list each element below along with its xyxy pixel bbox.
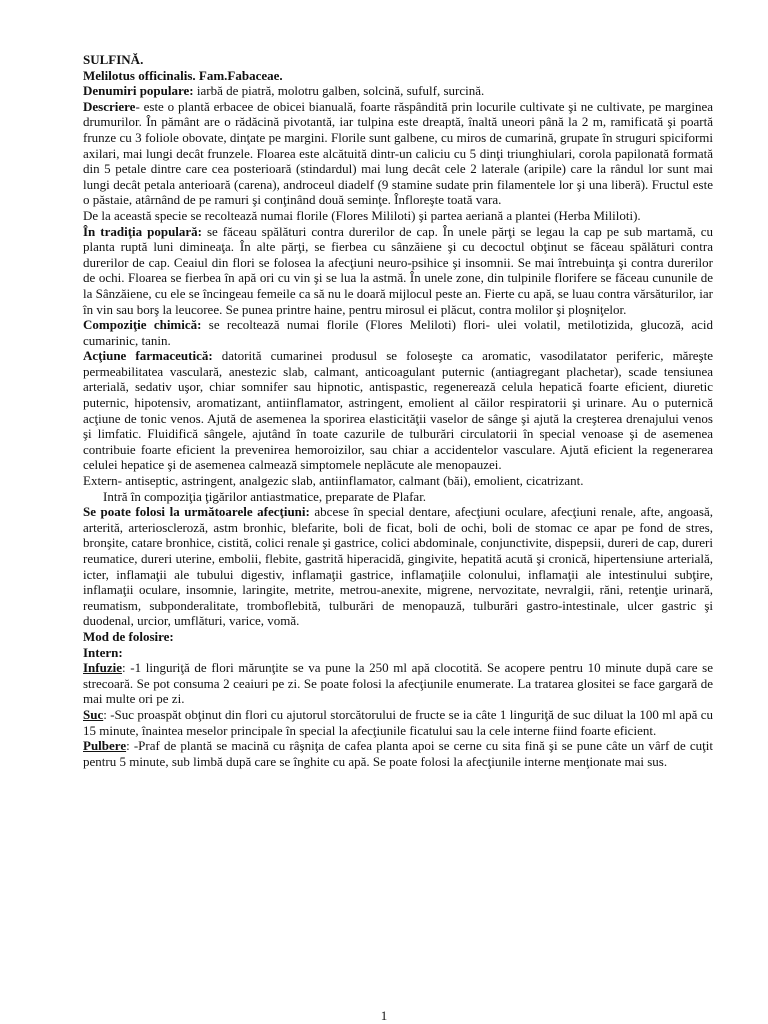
usage-heading: Mod de folosire: bbox=[83, 628, 174, 644]
infusion-paragraph bbox=[83, 660, 713, 707]
internal-heading: Intern: bbox=[83, 644, 123, 660]
infusion-text: : -1 linguriţă de flori mărunţite se va pune la 250 ml apă clocotită. Se acopere pentru 10 minute după care se strecoară. Se pot consuma 2 ceaiuri pe zi. Se poate folosi la afecţiunile enumerate. La tratarea glositei se face gargară de mai multe ori pe zi. bbox=[83, 660, 713, 707]
juice-label: Suc bbox=[83, 706, 104, 722]
powder-paragraph bbox=[83, 738, 713, 769]
uses-paragraph bbox=[83, 504, 713, 629]
powder-label: Pulbere bbox=[83, 738, 127, 754]
chemical-paragraph bbox=[83, 317, 713, 348]
document-body bbox=[83, 52, 713, 769]
pharma-paragraph bbox=[83, 348, 713, 473]
harvest-paragraph: De la această specie se recoltează numai florile (Flores Mililoti) şi partea aeriană a plantei (Herba Mililoti). bbox=[83, 207, 641, 223]
description-text: - este o plantă erbacee de obicei bianuală, foarte răspândită prin locurile cultivate şi ne cultivate, pe marginea drumurilor. În pământ are o rădăcină pivotantă, iar tulpina este dreaptă, înaltă uneori până la 2 m, ramificată şi poartă frunze cu 3 foliole obovate, dinţate pe margini. Florile sunt galbene, cu miros de cumarină, grupate în struguri spiciformi axilari, mai lungi decât frunzele. Floarea este alcătuită dintr-un caliciu cu 5 dinţi triunghiulari, corola papilonată formată din 5 petale dintre care cea posterioară (stindardul) mai lung decât cele 2 laterale (aripile) care la rândul lor sunt mai lungi decât petala anterioară (carena), androceul diadelf (9 stamine sudate prin filamentele lor şi una liberă). Fructul este o păstaie, atârnând de pe ramuri şi conţinând două seminţe. Înfloreşte toată vara. bbox=[83, 98, 713, 208]
description-paragraph bbox=[83, 99, 713, 208]
chemical-text: se recoltează numai florile (Flores Meliloti) flori- ulei volatil, metilotizida, glucoză, acid cumarinic, tanin. bbox=[83, 317, 713, 348]
powder-text: : -Praf de plantă se macină cu râşniţa de cafea planta apoi se cerne cu sita fină şi se pune câte un vârf de cuţit pentru 5 minute, sub limbă după care se înghite cu apă. Se poate folosi la afecţiunile interne menţionate mai sus. bbox=[83, 738, 713, 769]
document-subtitle: Melilotus officinalis. Fam.Fabaceae. bbox=[83, 67, 283, 83]
popular-names-text: iarbă de piatră, molotru galben, solcină, sufulf, surcină. bbox=[193, 83, 485, 99]
tradition-text: se făceau spălături contra durerilor de cap. În unele părţi se legau la cap pe sub martamă, cu planta ruptă luni dimineaţa. În alte părţi, se fierbea cu sânzăiene şi cu decoctul obţinut se făceau spălături contra durerilor de cap. Ceaiul din flori se folosea la afecţiuni neuro-psihice şi insomnii. Se mai întrebuinţa şi contra durerilor de ochi. Floarea se fierbea în apă ori cu vin şi se lua la astmă. În unele zone, din tulpinile florifere se făceau cununile de la Sânzăiene, cu ele se încingeau femeile ca să nu le doară mijlocul peste an. Fierte cu apă, se luau contra vărsăturilor, iar în vin sau borş la leucoree. Se punea printre haine, pentru mirosul ei plăcut, contra molilor şi ploşniţelor. bbox=[83, 223, 713, 317]
uses-text: abcese în special dentare, afecţiuni oculare, afecţiuni renale, afte, angoasă, arterită, arterioscleroză, astm bronhic, blefarite, boli de ficat, boli de ochi, boli de stomac ce apar pe fond de stres, bronşite, catare bronhice, cistită, colici renale şi gastrice, colici abdominale, conjunctivite, dispepsii, dureri de cap, dureri reumatice, dureri uterine, embolii, flebite, gastrită hiperacidă, gingivite, hepatită acută şi cronică, hipertensiune arterială, icter, inflamaţii ale tubului digestiv, inflamaţii gastrice, inflamaţiile colonului, inflamaţii ale intestinului subţire, inflamaţii oculare, insomnie, laringite, metrite, metrou-anexite, migrene, nervozitate, nevralgii, răni, retenţie urinară, reumatism, subponderalitate, tromboflebită, tulburări de menopauză, tulburări gastro-intestinale, ulcer gastric şi duodenal, urcior, umflături, varice, vomă. bbox=[83, 504, 713, 629]
page-number: 1 bbox=[380, 1008, 388, 1023]
tradition-paragraph bbox=[83, 224, 713, 318]
infusion-label: Infuzie bbox=[83, 660, 122, 676]
pharma-text: datorită cumarinei produsul se foloseşte ca aromatic, vasodilatator periferic, măreşte permeabilitatea vasculară, anestezic slab, calmant, anticoagulant puternic (antiagregant plachetar), scade tensiunea arterială, sedativ uşor, chiar somnifer sau hipnotic, antispastic, regenerează celula hepatică foarte eficient, diuretic puternic, hipotensiv, aromatizant, antiinflamator, astringent, emolient al căilor respiratorii şi urinare. Au o puternică acţiune de tonic venos. Ajută de asemenea la sporirea elasticităţii vaselor de sânge şi ajută la creşterea drenajului venos şi limfatic. Fluidifică sângele, ajutând în toate cazurile de tulburări circulatorii în special venoase şi de asemenea contribuie foarte eficient la prevenirea hemoroizilor, sau chiar a accidentelor vasculare. Ajută eficient la regenerarea celulei hepatice şi de asemenea calmează simptomele neplăcute ale menopauzei. bbox=[83, 348, 713, 473]
external-paragraph: Extern- antiseptic, astringent, analgezic slab, antiinflamator, calmant (băi), emolient, cicatrizant. bbox=[83, 473, 584, 489]
document-title: SULFINĂ. bbox=[83, 52, 144, 67]
tradition-label: În tradiţia populară: bbox=[83, 223, 203, 239]
juice-text: : -Suc proaspăt obţinut din flori cu ajutorul storcătorului de fructe se ia câte 1 linguriţă de suc diluat la 100 ml apă cu 15 minute, înaintea meselor principale în special la afecţiunile ficatului sau la cele interne fiind foarte eficient. bbox=[83, 706, 713, 738]
pharma-label: Acţiune farmaceutică: bbox=[83, 348, 213, 364]
chemical-label: Compoziţie chimică: bbox=[83, 317, 202, 333]
cigarettes-paragraph: Intră în compoziţia ţigărilor antiastmatice, preparate de Plafar. bbox=[103, 488, 427, 504]
uses-label: Se poate folosi la următoarele afecţiuni: bbox=[83, 504, 310, 520]
popular-names-paragraph bbox=[83, 83, 713, 99]
juice-paragraph bbox=[83, 707, 713, 738]
popular-names-label: Denumiri populare: bbox=[83, 83, 194, 99]
description-label: Descriere bbox=[83, 98, 136, 114]
